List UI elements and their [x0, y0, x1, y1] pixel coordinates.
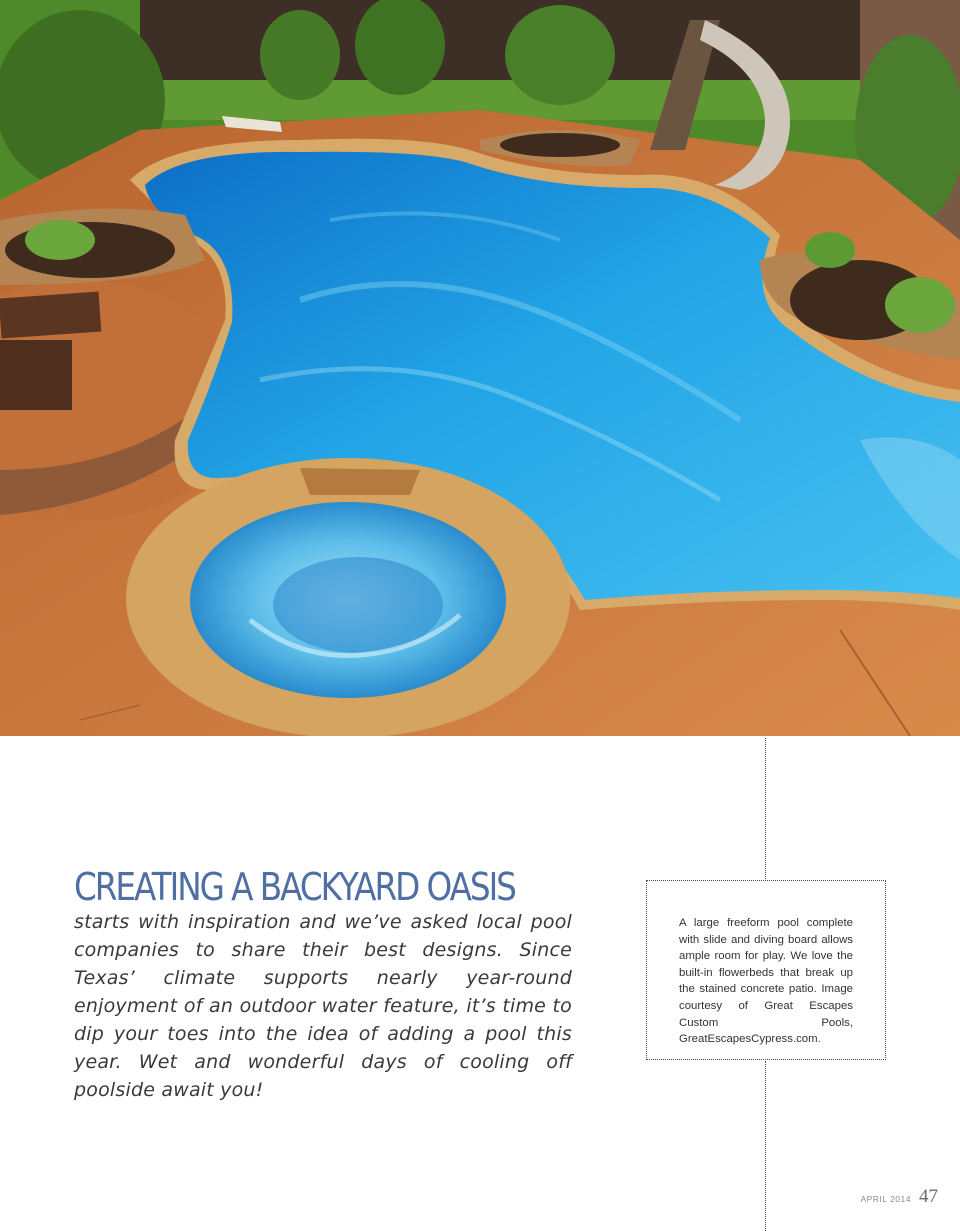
article-lead — [74, 865, 572, 1104]
article-lead-text: starts with inspiration and we’ve asked local pool companies to share their best designs. Since Texas’ climate supports nearly year-round enjoyment of an outdoor water feature, it’s time to dip your toes into the idea of adding a pool this year. Wet and wonderful days of cooling off poolside await you! — [74, 911, 572, 1101]
divider-line-top — [765, 738, 766, 879]
article-headline: CREATING A BACKYARD OASIS — [74, 865, 515, 909]
page-number: 47 — [919, 1186, 938, 1207]
issue-date: APRIL 2014 — [860, 1194, 911, 1204]
divider-line-bottom — [765, 1061, 766, 1231]
page-folio — [860, 1186, 938, 1208]
photo-caption: A large freeform pool complete with slide and diving board allows ample room for play. We love the built-in flowerbeds that break up the stained concrete patio. Image courtesy of Great Escapes Custom Pools, GreatEscapesCypress.com. — [679, 917, 853, 1046]
photo-caption-box — [646, 880, 886, 1060]
